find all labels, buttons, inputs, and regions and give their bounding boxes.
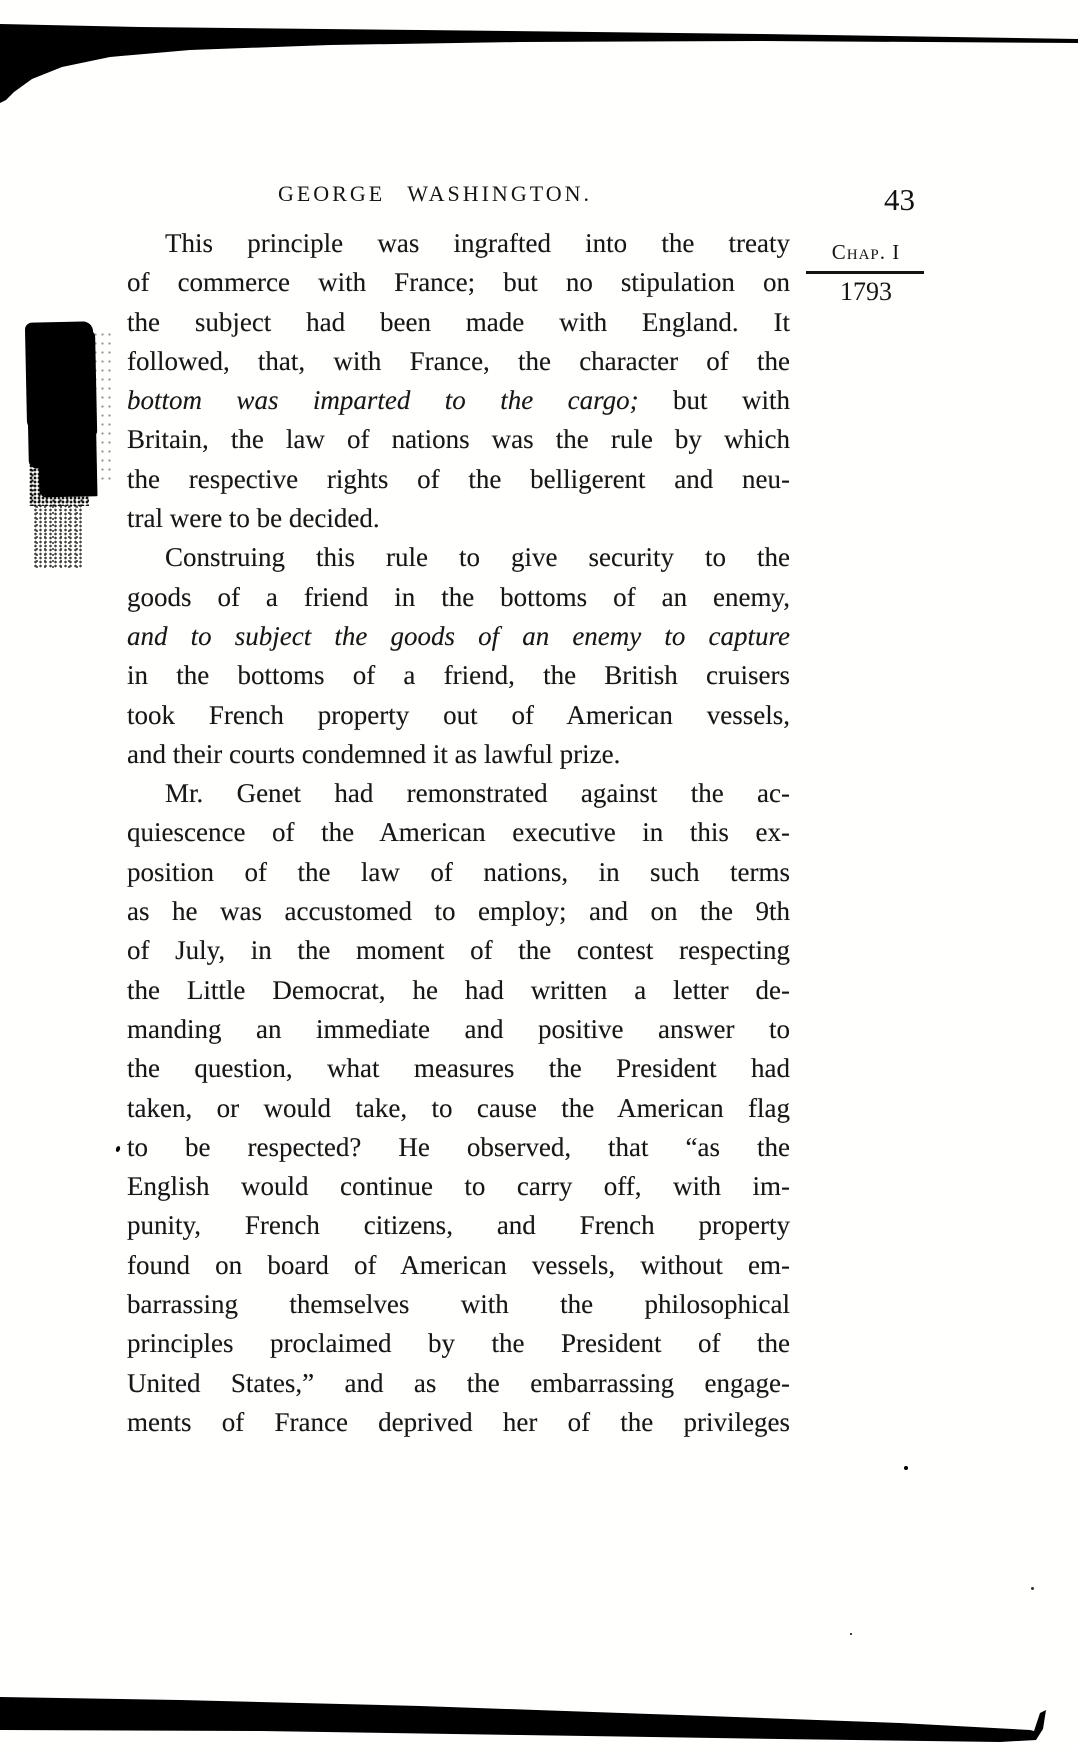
body-text [127,224,790,1442]
text-segment: ments of France deprived her of the privileges [127,1406,790,1437]
scan-artifact-bottom-bar [0,1690,1078,1749]
text-segment: followed, that, with France, the character of the [127,345,790,376]
text-segment: English would continue to carry off, with im- [127,1171,790,1202]
text-line [127,656,790,695]
text-segment: position of the law of nations, in such terms [127,856,790,887]
scan-speck [1031,1587,1034,1590]
text-segment: taken, or would take, to cause the American flag [127,1092,790,1123]
scan-artifact-ink-fringe [92,330,112,480]
text-segment: barrassing themselves with the philosophical [127,1289,790,1320]
text-segment: in the bottoms of a friend, the British cruisers [127,660,790,691]
running-head-title: GEORGE WASHINGTON. [277,181,593,206]
text-segment: quiescence of the American executive in this ex- [127,817,790,848]
text-line [127,303,790,342]
text-segment: of July, in the moment of the contest respecting [127,935,790,966]
text-line [127,853,790,892]
text-segment: Britain, the law of nations was the rule by which [127,424,790,455]
text-segment: the respective rights of the belligerent and neu- [127,463,790,494]
text-line [127,1010,790,1049]
text-segment-italic: and to subject the goods of an enemy to capture [127,620,790,651]
scan-artifact-top-bar [0,0,1078,120]
text-segment: found on board of American vessels, without em- [127,1249,790,1280]
text-segment: This principle was ingrafted into the treaty [165,228,790,258]
text-line [127,499,790,538]
text-segment-italic: bottom was imparted to the cargo; [127,385,639,416]
text-segment: as he was accustomed to employ; and on the 9th [127,896,790,927]
scan-speck [904,1466,908,1470]
text-line [127,1167,790,1206]
text-segment: but with [638,385,790,416]
text-segment: tral were to be decided. [127,503,380,534]
text-line [127,263,790,302]
text-line [127,381,790,420]
text-line [127,1089,790,1128]
text-line [127,1403,790,1442]
text-segment: of commerce with France; but no stipulation on [127,267,790,298]
text-segment: Mr. Genet had remonstrated against the ac- [165,778,790,809]
scan-speck [115,1145,121,1152]
text-line [127,342,790,381]
text-line [127,1049,790,1088]
scan-speck [850,1633,852,1635]
scan-artifact-ink-blob [25,321,95,432]
text-segment: Construing this rule to give security to the [165,542,790,573]
text-line [127,1128,790,1167]
text-line [127,1246,790,1285]
year-label: 1793 [840,277,892,306]
text-segment: to be respected? He observed, that “as the [127,1131,790,1162]
text-line [127,892,790,931]
text-segment: goods of a friend in the bottoms of an enemy, [127,581,790,612]
text-line [127,696,790,735]
text-line [127,971,790,1010]
text-line [127,774,790,813]
text-segment: and their courts condemned it as lawful prize. [127,738,621,769]
text-line [127,224,790,263]
text-line [127,420,790,459]
text-line [127,1206,790,1245]
page-number: 43 [884,182,915,217]
text-segment: manding an immediate and positive answer to [127,1013,790,1044]
scan-artifact-ink-noise [29,428,89,506]
text-line [127,578,790,617]
text-line [127,1364,790,1403]
scan-artifact-ink-noise [33,504,83,568]
text-line [127,460,790,499]
text-segment: United States,” and as the embarrassing engage- [127,1367,790,1398]
text-segment: principles proclaimed by the President of the [127,1328,790,1359]
text-line [127,1285,790,1324]
text-line [127,735,790,774]
text-segment: the question, what measures the President had [127,1053,790,1084]
margin-note [806,240,926,307]
text-line [127,617,790,656]
text-line [127,931,790,970]
text-line [127,813,790,852]
chapter-label: Chap. I [831,240,901,264]
text-segment: took French property out of American vessels, [127,699,790,730]
text-segment: punity, French citizens, and French property [127,1210,790,1241]
text-segment: the subject had been made with England. It [127,306,790,337]
text-line [127,1324,790,1363]
text-line [127,538,790,577]
text-segment: the Little Democrat, he had written a letter de- [127,974,790,1005]
